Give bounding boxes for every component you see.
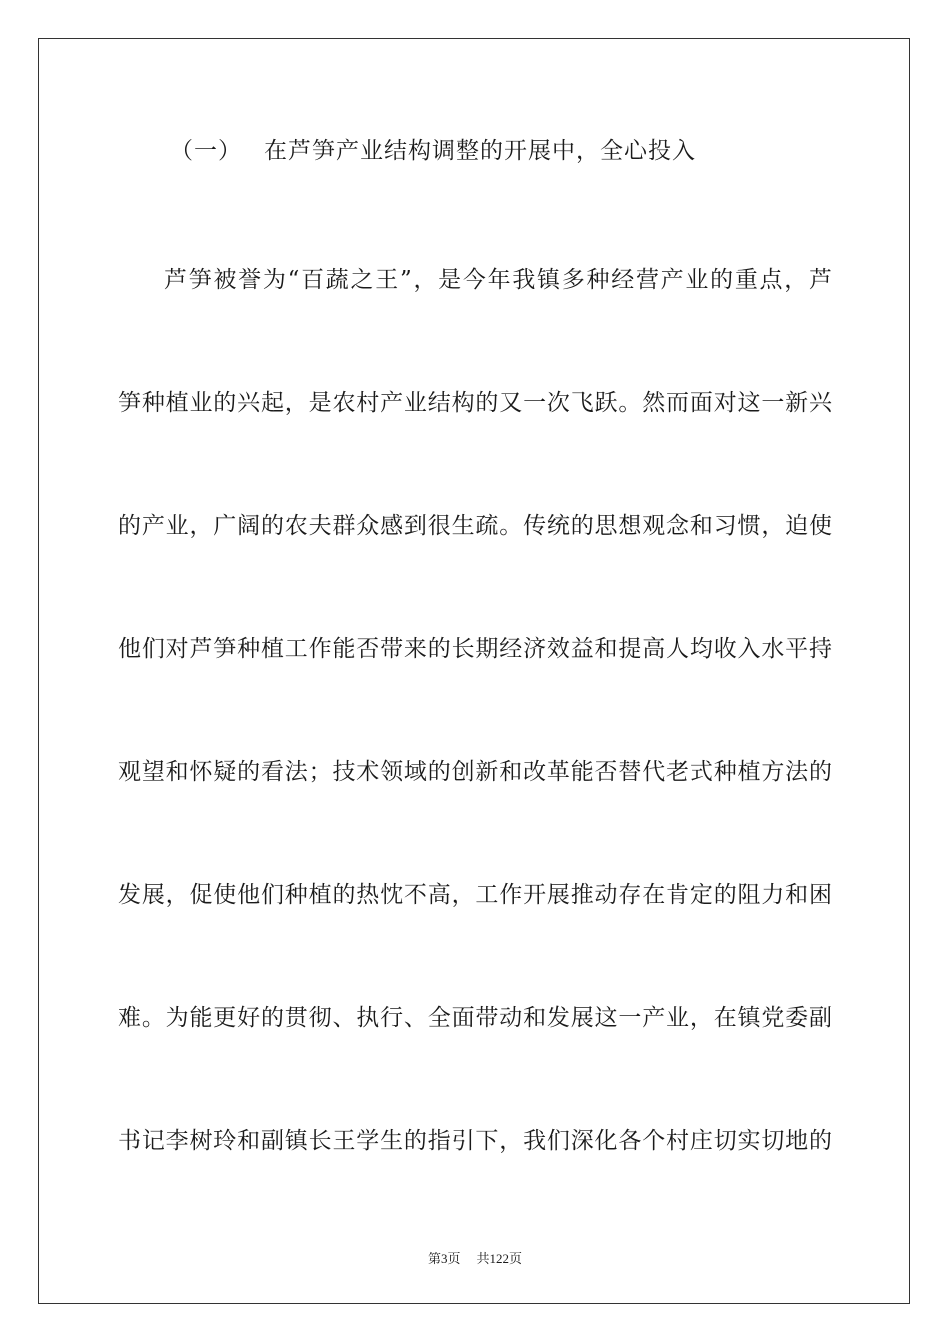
page-total: 共122页 bbox=[476, 1251, 523, 1266]
section-heading bbox=[170, 132, 696, 165]
paragraph-line: 他们对芦笋种植工作能否带来的长期经济效益和提高人均收入水平持 bbox=[118, 636, 832, 662]
page-border bbox=[38, 38, 910, 1304]
section-title: 在芦笋产业结构调整的开展中，全心投入 bbox=[264, 138, 696, 164]
section-number: （一） bbox=[170, 138, 242, 164]
paragraph-line: 难。为能更好的贯彻、执行、全面带动和发展这一产业，在镇党委副 bbox=[118, 1005, 832, 1031]
paragraph-line: 笋种植业的兴起，是农村产业结构的又一次飞跃。然而面对这一新兴 bbox=[118, 390, 832, 416]
paragraph-line: 芦笋被誉为“百蔬之王”，是今年我镇多种经营产业的重点，芦 bbox=[164, 267, 832, 293]
paragraph-line: 书记李树玲和副镇长王学生的指引下，我们深化各个村庄切实切地的 bbox=[118, 1128, 832, 1154]
paragraph-line: 观望和怀疑的看法；技术领域的创新和改革能否替代老式种植方法的 bbox=[118, 759, 832, 785]
paragraph-line: 发展，促使他们种植的热忱不高，工作开展推动存在肯定的阻力和困 bbox=[118, 882, 832, 908]
page-number: 第3页 bbox=[427, 1251, 461, 1266]
paragraph-line: 的产业，广阔的农夫群众感到很生疏。传统的思想观念和习惯，迫使 bbox=[118, 513, 832, 539]
page-footer bbox=[0, 1248, 950, 1267]
